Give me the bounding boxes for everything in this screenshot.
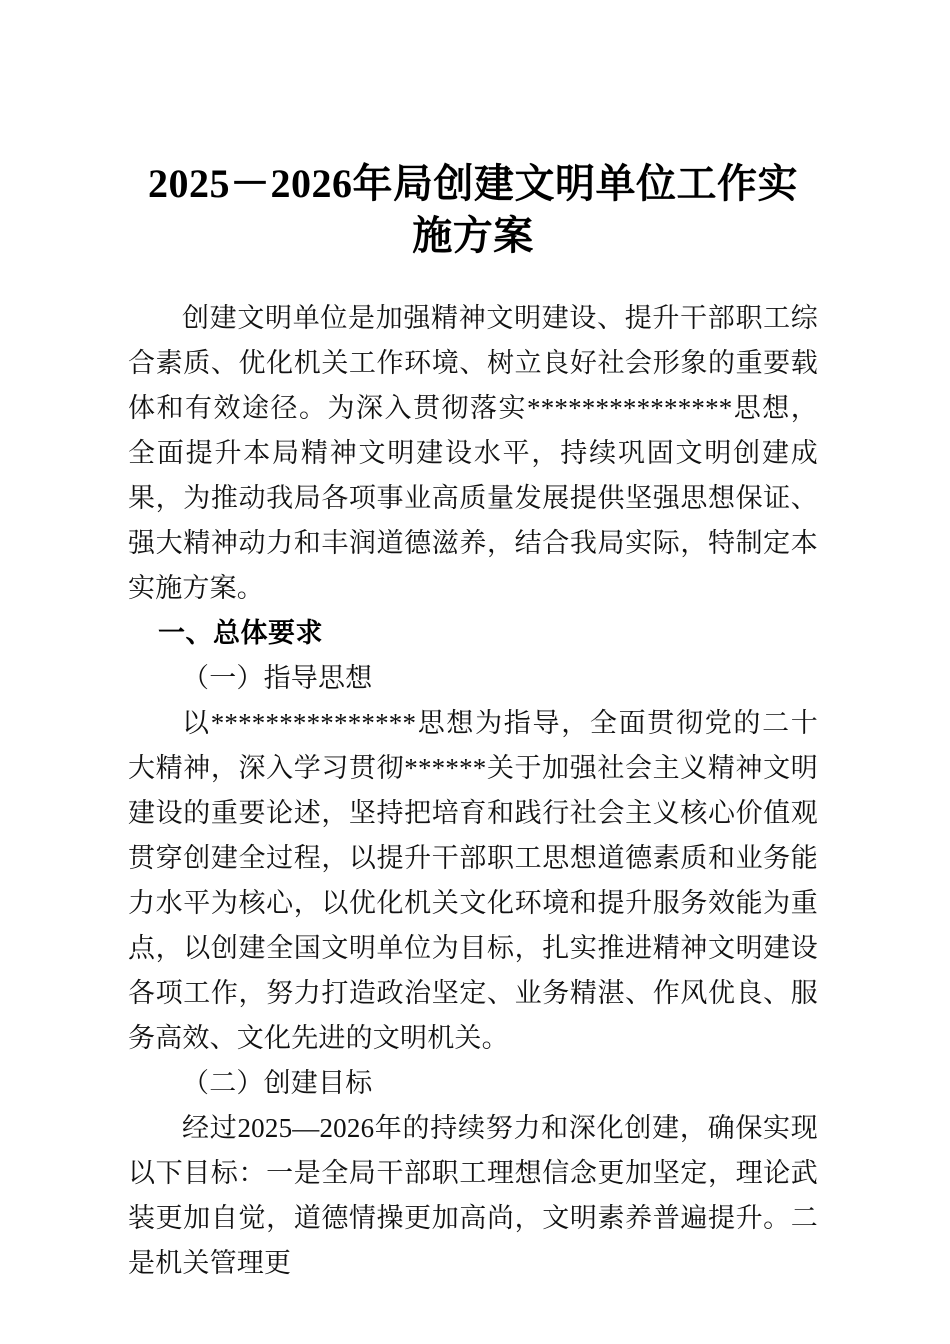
subsection-heading-guiding-ideology: （一）指导思想 xyxy=(182,663,373,693)
document-content xyxy=(128,150,818,1286)
intro-paragraph: 创建文明单位是加强精神文明建设、提升干部职工综合素质、优化机关工作环境、树立良好社会形象的重要载体和有效途径。为深入贯彻落实***************思想，全面提升本局精神文明建设水平，持续巩固文明创建成果，为推动我局各项事业高质量发展提供坚强思想保证、强大精神动力和丰润道德滋养，结合我局实际，特制定本实施方案。 xyxy=(128,303,818,603)
page-title: 2025－2026年局创建文明单位工作实施方案 xyxy=(148,161,798,258)
subsection-heading-creation-goals: （二）创建目标 xyxy=(182,1068,373,1098)
creation-goals-paragraph: 经过2025—2026年的持续努力和深化创建，确保实现以下目标：一是全局干部职工理想信念更加坚定，理论武装更加自觉，道德情操更加高尚，文明素养普遍提升。二是机关管理更 xyxy=(128,1113,818,1278)
section-heading-overall-requirements: 一、总体要求 xyxy=(158,618,323,648)
title-spacer xyxy=(128,262,818,296)
guiding-ideology-paragraph: 以***************思想为指导，全面贯彻党的二十大精神，深入学习贯彻******关于加强社会主义精神文明建设的重要论述，坚持把培育和践行社会主义核心价值观贯穿创建全过程，以提升干部职工思想道德素质和业务能力水平为核心，以优化机关文化环境和提升服务效能为重点，以创建全国文明单位为目标，扎实推进精神文明建设各项工作，努力打造政治坚定、业务精湛、作风优良、服务高效、文化先进的文明机关。 xyxy=(128,708,818,1053)
